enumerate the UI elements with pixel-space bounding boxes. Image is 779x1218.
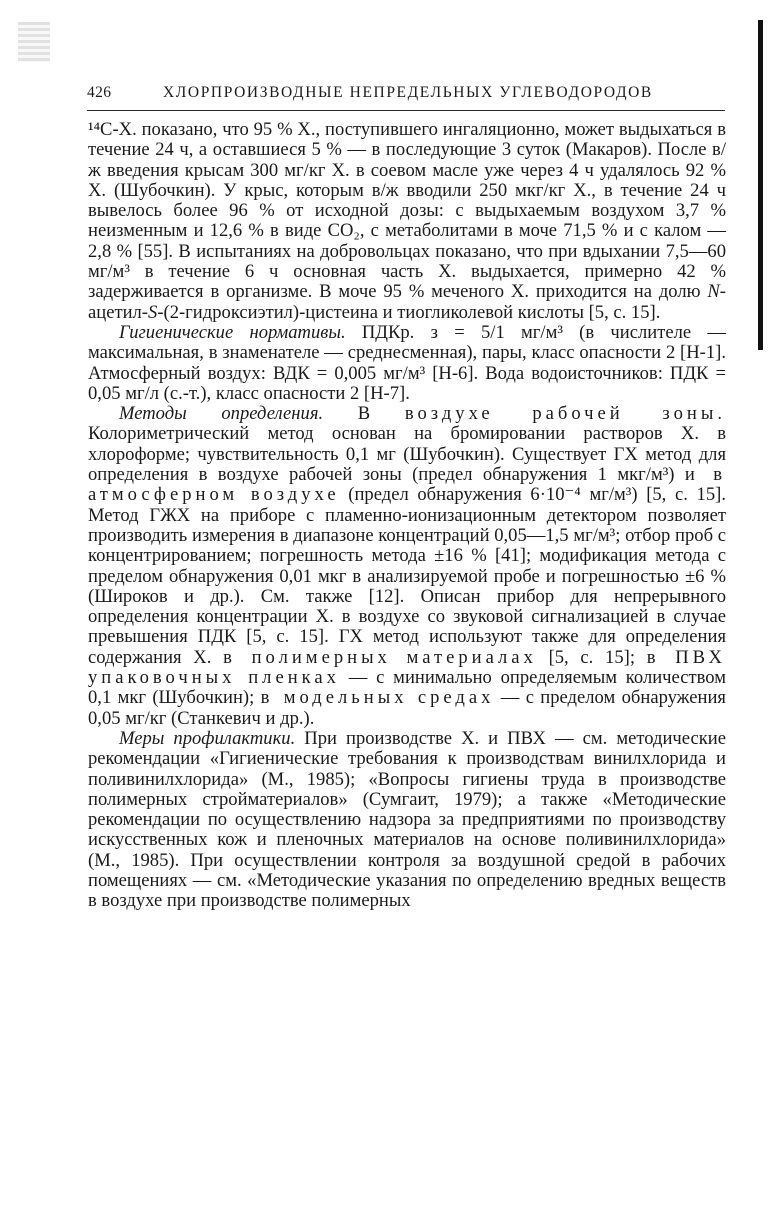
section-heading: Гигиенические нормативы. <box>119 321 346 343</box>
spaced-emphasis: в модельных средах <box>260 687 495 709</box>
text-run: ПДКр. з = 5/1 мг/м³ (в числителе — максимальная, в знаменателе — среднесменная), пары, класс опасности 2 [Н-1]. Атмосферный воздух: ВДК = 0,005 мг/м³ [Н-6]. Вода водоисточников: ПДК = 0,05 мг/л (с.-т.), класс опасности 2 [Н-7]. <box>88 321 726 404</box>
spaced-emphasis: в ПВХ упаковочных пленках <box>88 646 726 689</box>
spaced-emphasis: в полимерных материалах <box>223 646 537 668</box>
text-run: — с пределом обнаружения 0,05 мг/кг (Станкевич и др.). <box>88 687 726 729</box>
paragraph-prevention <box>88 729 726 912</box>
section-heading: Меры профилактики. <box>119 727 296 749</box>
scan-edge-shadow <box>758 20 763 350</box>
paragraph-metabolism <box>88 120 726 323</box>
page-number: 426 <box>87 84 112 101</box>
text-run: В <box>323 403 405 425</box>
text-run: ¹⁴С-Х. показано, что 95 % Х., поступившего ингаляционно, может выдыхаться в течение 24 ч, а оставшиеся 5 % — в последующие 3 суток (Макаров). После в/ж введения крысам 300 мг/кг Х. в соевом масле уже через 4 ч удалялось 92 % Х. (Шубочкин). У крыс, которым в/ж вводили 250 мкг/кг Х., в течение 24 ч вывелось более 96 % от исходной дозы: с выдыхаемым воздухом 3,7 % неизменным и 12,6 % в виде CO₂, с метаболитами в моче 71,5 % и с калом — 2,8 % [55]. В испытаниях на добровольцах показано, что при вдыхании 7,5—60 мг/м³ в течение 6 ч основная часть Х. выдыхается, примерно 42 % задерживается в организме. В моче 95 % меченого Х. приходится на долю <box>88 119 726 303</box>
paragraph-hygiene-norms <box>88 323 726 404</box>
text-run: -(2-гидроксиэтил)-цистеина и тиогликолевой кислоты [5, с. 15]. <box>157 301 661 323</box>
spaced-emphasis: и в атмосферном воздухе <box>88 464 726 506</box>
spaced-emphasis: воздухе рабочей зоны. <box>404 403 726 425</box>
section-heading: Методы определения. <box>119 403 324 425</box>
text-run: — с минимально определяемым количеством 0,1 мкг (Шубочкин); <box>88 667 726 709</box>
body-text <box>88 120 726 912</box>
text-run: Колориметрический метод основан на бромировании растворов Х. в хлороформе; чувствительность 0,1 мг (Шубочкин). Существует ГХ метод для определения в воздухе рабочей зоны (предел обнаружения 1 мкг/м³) <box>88 423 726 486</box>
text-run: При производстве Х. и ПВХ — см. методические рекомендации «Гигиенические требования к производствам винилхлорида и поливинилхлорида» (М., 1985); «Вопросы гигиены труда в производстве полимерных стройматериалов» (Сумгаит, 1979); а также «Методические рекомендации по осуществлению надзора за предприятиями по производству искусственных кож и пленочных материалов на основе поливинилхлорида» (М., 1985). При осуществлении контроля за воздушной средой в рабочих помещениях — см. «Методические указания по определению вредных веществ в воздухе при производстве полимерных <box>88 727 726 912</box>
running-title: ХЛОРПРОИЗВОДНЫЕ НЕПРЕДЕЛЬНЫХ УГЛЕВОДОРОДОВ <box>163 84 653 101</box>
text-run: [5, с. 15]; <box>536 646 647 668</box>
text-run-italic: S <box>148 301 158 323</box>
text-run-italic: N <box>707 281 720 303</box>
scan-artifact <box>18 22 50 62</box>
text-run: -ацетил- <box>88 281 726 323</box>
text-run: (предел обнаружения 6·10⁻⁴ мг/м³) [5, с. 15]. Метод ГЖХ на приборе с пламенно-ионизационным детектором позволяет производить измерения в диапазоне концентраций 0,05—1,5 мг/м³; отбор проб с концентрированием; погрешность метода ±16 % [41]; модификация метода с пределом обнаружения 0,01 мкг в анализируемой пробе и погрешностью ±6 % (Широков и др.). См. также [12]. Описан прибор для непрерывного определения концентрации Х. в воздухе со звуковой сигнализацией в случае превышения ПДК [5, с. 15]. ГХ метод используют также для определения содержания Х. <box>88 484 726 668</box>
paragraph-methods <box>88 404 726 729</box>
header-rule <box>87 110 725 111</box>
